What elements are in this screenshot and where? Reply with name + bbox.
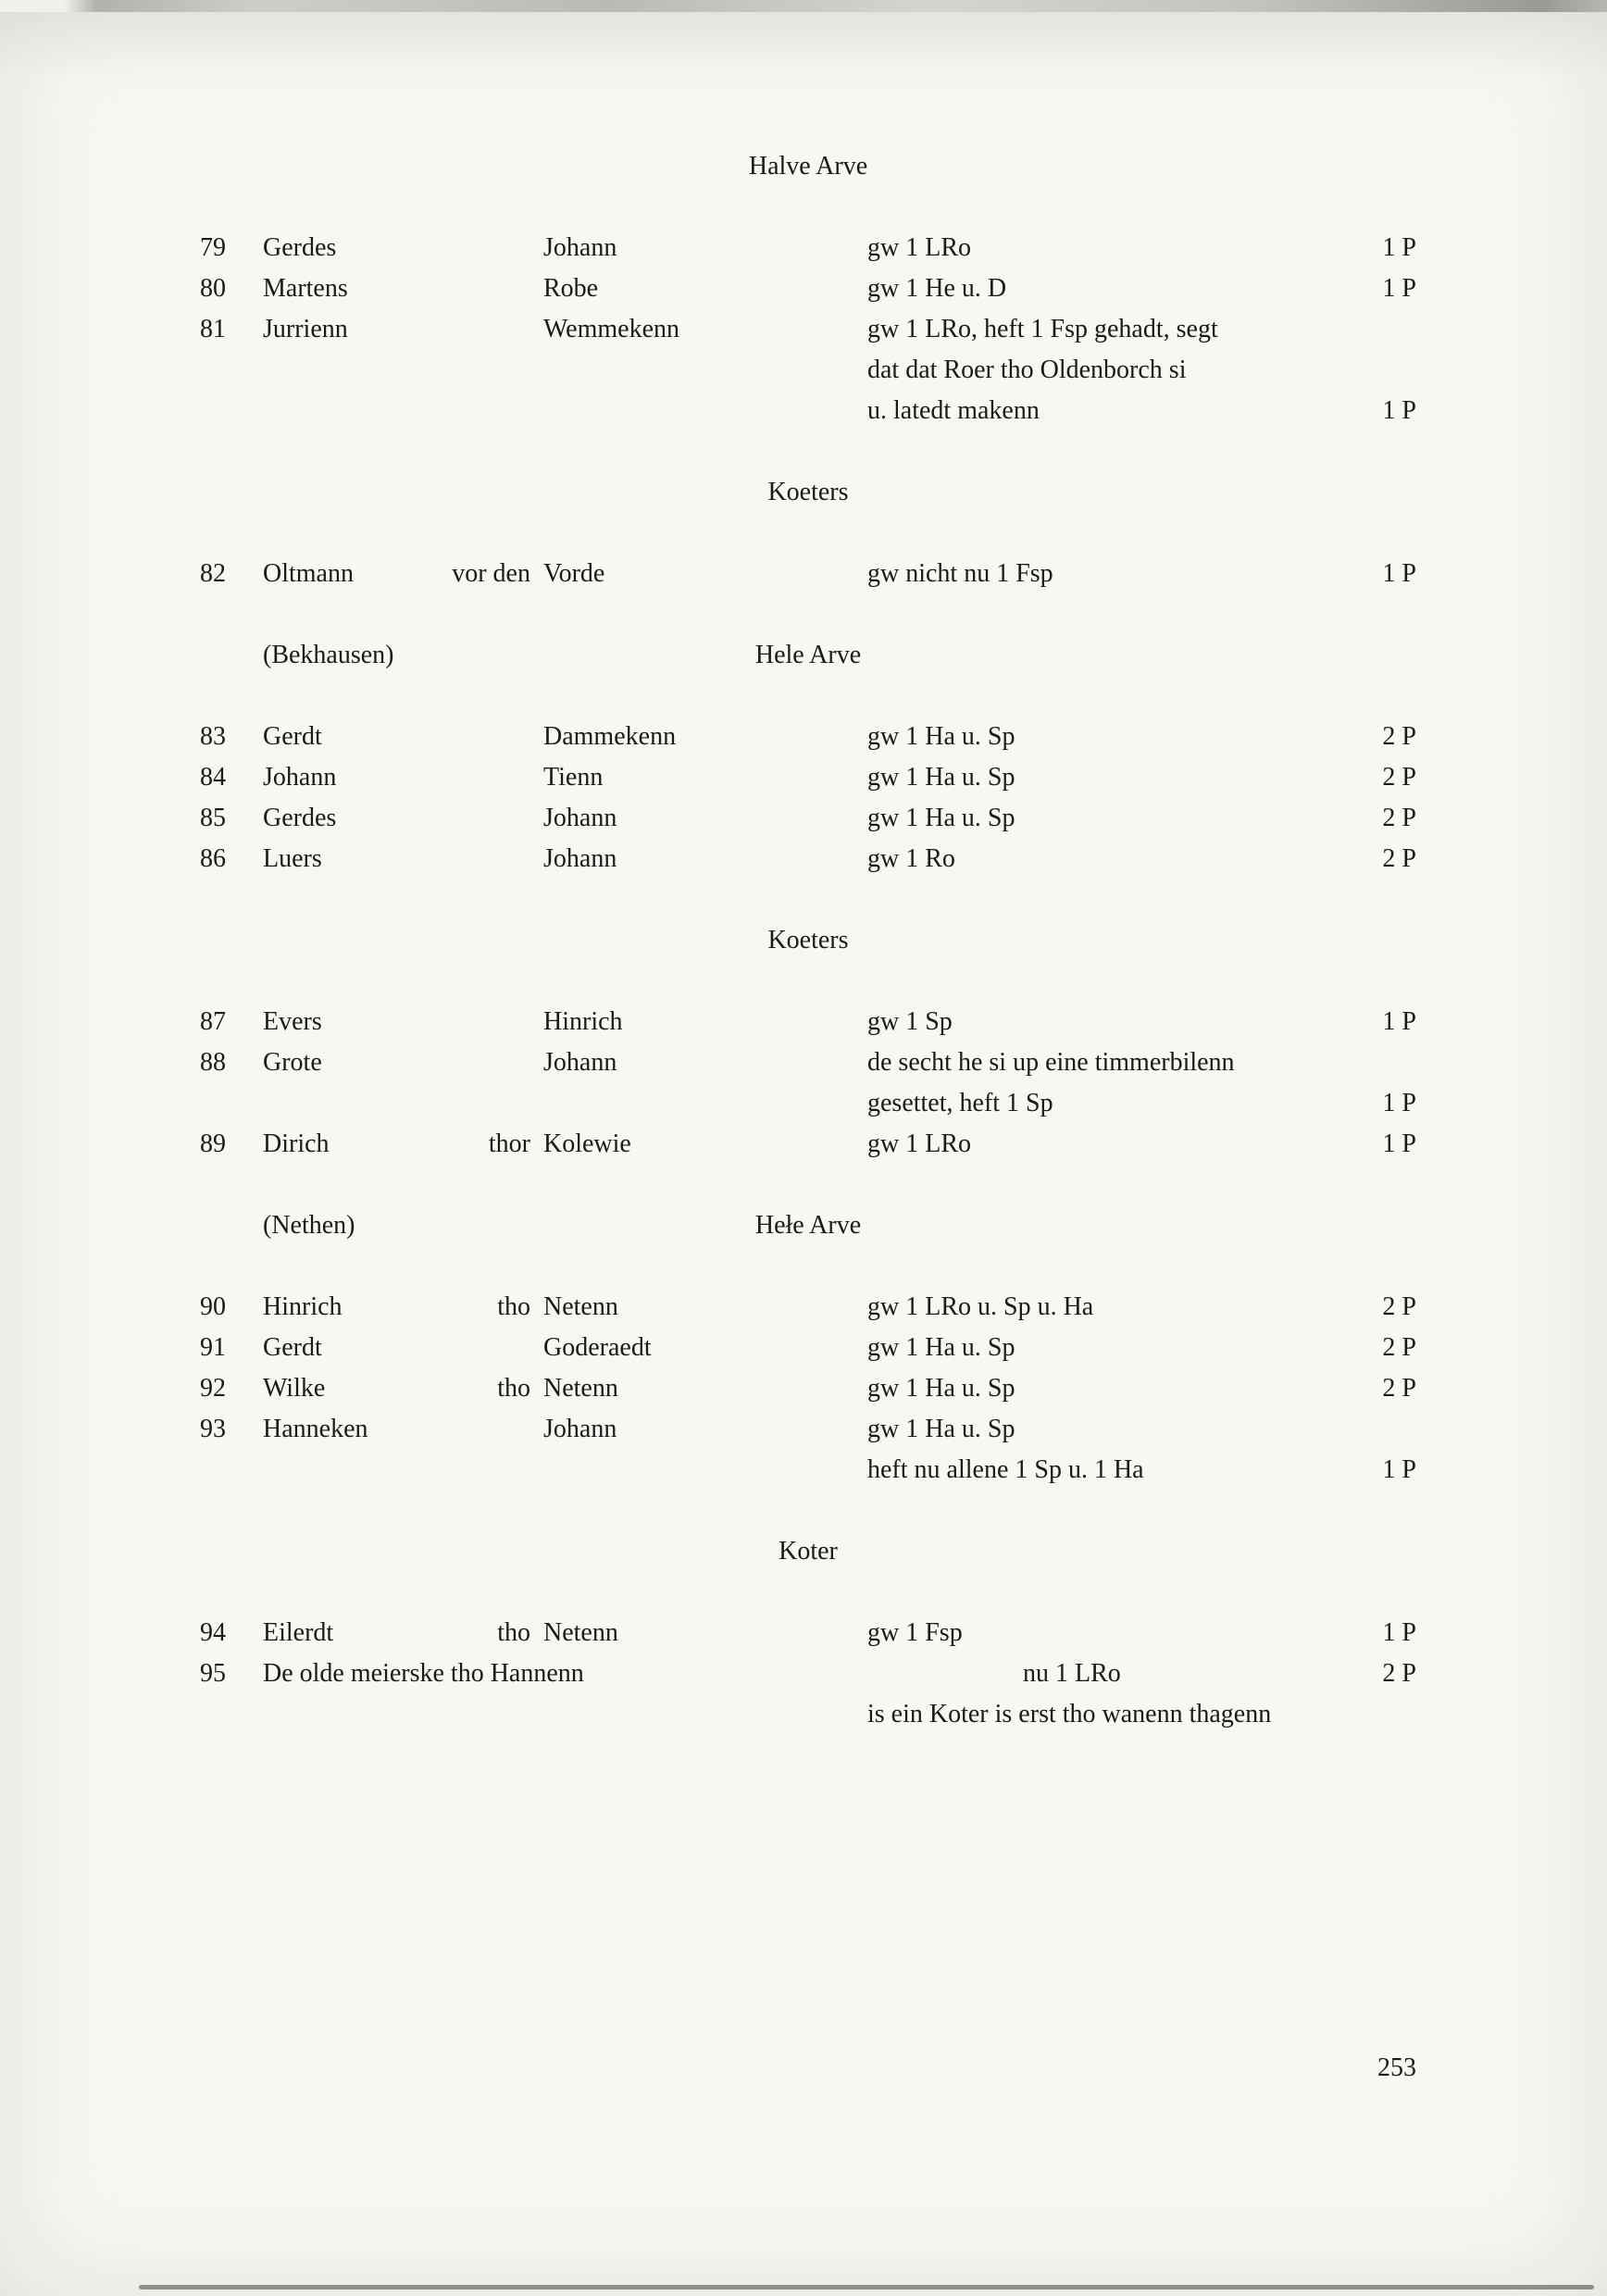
entry-forename: Robe [543, 274, 599, 303]
entry-surname: Hanneken [263, 1415, 368, 1443]
entry-description: gw 1 Ha u. Sp [867, 1374, 1015, 1403]
entry-name-spacer [543, 391, 867, 431]
entry-name-spacer [543, 1083, 867, 1124]
entry-line [200, 1409, 1416, 1450]
entry-points [1365, 1042, 1416, 1083]
entry-points [1365, 1409, 1416, 1450]
entry-surname: Eilerdt [263, 1618, 334, 1647]
entry-surname: Martens [263, 274, 348, 303]
section-heading: Koter [779, 1537, 838, 1566]
entry-surname: Gerdt [263, 1333, 322, 1362]
entry-points: 2 P [1382, 1292, 1416, 1321]
entry-description: dat dat Roer tho Oldenborch si [867, 356, 1187, 384]
section-heading: Koeters [767, 926, 849, 955]
entry-number: 92 [200, 1374, 226, 1403]
entry-description: gw 1 Ro [867, 844, 955, 873]
entry-description: gw 1 Ha u. Sp [867, 1333, 1015, 1362]
section-heading-row [200, 146, 1416, 187]
entry-surname: Grote [263, 1048, 322, 1077]
entry-forename: Wemmekenn [543, 315, 680, 343]
entry-surname: Johann [263, 763, 337, 792]
scan-edge-bottom [139, 2285, 1594, 2290]
entry-points: 1 P [1382, 1455, 1416, 1484]
entry-description: nu 1 LRo [1023, 1659, 1121, 1688]
entry-points [1365, 1694, 1416, 1735]
entry-name-group [263, 1328, 543, 1368]
entry-name-spacer [263, 1083, 543, 1124]
entry-description: gw 1 LRo u. Sp u. Ha [867, 1292, 1094, 1321]
entry-number: 91 [200, 1333, 226, 1362]
entry-number: 95 [200, 1659, 226, 1688]
section-heading: Koeters [767, 478, 849, 506]
entry-points: 2 P [1382, 763, 1416, 792]
entry-forename: Dammekenn [543, 722, 677, 751]
entry-description: gw 1 LRo [867, 233, 971, 262]
entry-name-spacer [543, 350, 867, 391]
entry-description: de secht he si up eine timmerbilenn [867, 1048, 1235, 1077]
entry-line [200, 717, 1416, 757]
entry-surname: Gerdt [263, 722, 322, 751]
entry-points: 1 P [1382, 274, 1416, 303]
entry-line [200, 228, 1416, 268]
entry-description: gw 1 He u. D [867, 274, 1007, 303]
section-2 [200, 472, 1416, 594]
entry-line [200, 798, 1416, 839]
entry-points [1365, 350, 1416, 391]
entry-number-spacer [200, 1450, 263, 1491]
entry-number: 82 [200, 559, 226, 588]
entry-surname: Gerdes [263, 233, 337, 262]
entry-points: 1 P [1382, 233, 1416, 262]
section-heading-row [200, 1205, 1416, 1246]
page-number: 253 [1377, 2053, 1416, 2082]
entry-surname: Jurrienn [263, 315, 348, 343]
entry-line [200, 1042, 1416, 1083]
entry-forename: Netenn [543, 1374, 618, 1403]
entry-preposition: tho [497, 1292, 530, 1321]
entry-number-spacer [200, 1083, 263, 1124]
entry-name-group [263, 798, 543, 839]
section-3 [200, 635, 1416, 880]
entry-number: 83 [200, 722, 226, 751]
entry-description: gw 1 Sp [867, 1007, 953, 1036]
entry-points: 2 P [1382, 722, 1416, 751]
entry-name-group [263, 268, 543, 309]
section-6 [200, 1531, 1416, 1735]
entry-name-spacer [263, 1694, 867, 1735]
entry-surname: Wilke [263, 1374, 326, 1403]
entry-forename: Kolewie [543, 1129, 631, 1158]
entry-description: gw 1 Ha u. Sp [867, 722, 1015, 751]
entry-points: 2 P [1382, 844, 1416, 873]
entry-points: 2 P [1382, 804, 1416, 832]
entry-preposition: tho [497, 1618, 530, 1647]
entry-surname: Gerdes [263, 804, 337, 832]
entry-name-group [263, 1368, 543, 1409]
entry-line [200, 1653, 1416, 1694]
entry-points: 1 P [1382, 1089, 1416, 1117]
section-heading: Halve Arve [748, 152, 868, 181]
entry-description: gesettet, heft 1 Sp [867, 1089, 1053, 1117]
entry-points: 2 P [1382, 1333, 1416, 1362]
entry-line [200, 554, 1416, 594]
entry-surname: Luers [263, 844, 322, 873]
entry-name-spacer [543, 1450, 867, 1491]
section-4 [200, 920, 1416, 1165]
entry-name: De olde meierske tho Hannenn [263, 1659, 584, 1688]
entry-name-group [263, 717, 543, 757]
entry-name-spacer [263, 391, 543, 431]
entry-line [200, 1694, 1416, 1735]
entry-number: 94 [200, 1618, 226, 1647]
entry-number: 80 [200, 274, 226, 303]
entry-description: gw 1 LRo, heft 1 Fsp gehadt, segt [867, 315, 1218, 343]
entry-line [200, 757, 1416, 798]
entry-forename: Johann [543, 804, 617, 832]
entry-description: gw nicht nu 1 Fsp [867, 559, 1053, 588]
entry-name-spacer [263, 350, 543, 391]
entry-surname: Hinrich [263, 1292, 343, 1321]
entry-description: gw 1 Fsp [867, 1618, 963, 1647]
entry-description: u. latedt makenn [867, 396, 1040, 425]
entry-name-spacer [263, 1450, 543, 1491]
entry-description: is ein Koter is erst tho wanenn thagenn [867, 1700, 1272, 1728]
entry-description: gw 1 Ha u. Sp [867, 804, 1015, 832]
entry-points: 1 P [1382, 396, 1416, 425]
entry-name-group [263, 1287, 543, 1328]
entry-line [200, 391, 1416, 431]
section-heading: Hele Arve [754, 641, 862, 669]
entry-surname: Evers [263, 1007, 322, 1036]
section-1 [200, 146, 1416, 431]
entry-line [200, 1083, 1416, 1124]
entry-number-spacer [200, 350, 263, 391]
entry-forename: Netenn [543, 1618, 618, 1647]
entry-line [200, 1328, 1416, 1368]
page-content [200, 0, 1416, 1735]
entry-line [200, 1287, 1416, 1328]
section-left-label: (Bekhausen) [263, 641, 394, 669]
section-heading-row [200, 920, 1416, 961]
entry-line [200, 1124, 1416, 1165]
entry-points [1365, 309, 1416, 350]
entry-forename: Tienn [543, 763, 604, 792]
entry-number: 88 [200, 1048, 226, 1077]
entry-line [200, 350, 1416, 391]
entry-name-group [263, 1002, 543, 1042]
entry-name-group [263, 839, 543, 880]
entry-forename: Johann [543, 1048, 617, 1077]
entry-description: gw 1 LRo [867, 1129, 971, 1158]
entry-name-group [263, 1613, 543, 1653]
entry-line [200, 1002, 1416, 1042]
entry-line [200, 268, 1416, 309]
entry-forename: Goderaedt [543, 1333, 652, 1362]
section-left-label: (Nethen) [263, 1211, 355, 1240]
entry-forename: Vorde [543, 559, 605, 588]
entry-forename: Netenn [543, 1292, 618, 1321]
entry-description: gw 1 Ha u. Sp [867, 1415, 1015, 1443]
entry-forename: Hinrich [543, 1007, 623, 1036]
entry-name-group [263, 1042, 543, 1083]
entry-forename: Johann [543, 844, 617, 873]
section-heading-row [200, 635, 1416, 676]
entry-points: 2 P [1382, 1659, 1416, 1688]
entry-name-group [263, 1124, 543, 1165]
entry-points: 1 P [1382, 1618, 1416, 1647]
entry-name-group [263, 228, 543, 268]
entry-number: 85 [200, 804, 226, 832]
entry-name-group [263, 309, 543, 350]
entry-number-spacer [200, 1694, 263, 1735]
section-heading: Hełe Arve [754, 1211, 862, 1240]
entry-number: 90 [200, 1292, 226, 1321]
entry-line [200, 1613, 1416, 1653]
entry-description: heft nu allene 1 Sp u. 1 Ha [867, 1455, 1144, 1484]
entry-points: 1 P [1382, 1007, 1416, 1036]
entry-forename: Johann [543, 1415, 617, 1443]
entry-name-group [263, 757, 543, 798]
entry-description: gw 1 Ha u. Sp [867, 763, 1015, 792]
entry-number-spacer [200, 391, 263, 431]
entry-line [200, 309, 1416, 350]
entry-name-group [263, 554, 543, 594]
entry-surname: Dirich [263, 1129, 330, 1158]
entry-line [200, 839, 1416, 880]
entry-preposition: thor [488, 1129, 530, 1158]
entry-number: 79 [200, 233, 226, 262]
entry-number: 89 [200, 1129, 226, 1158]
entry-number: 86 [200, 844, 226, 873]
entry-number: 84 [200, 763, 226, 792]
entry-number: 87 [200, 1007, 226, 1036]
section-heading-row [200, 1531, 1416, 1572]
entry-surname: Oltmann [263, 559, 354, 588]
entry-number: 93 [200, 1415, 226, 1443]
section-heading-row [200, 472, 1416, 513]
entry-preposition: vor den [452, 559, 530, 588]
entry-points: 2 P [1382, 1374, 1416, 1403]
entry-name-group [263, 1409, 543, 1450]
entry-line [200, 1450, 1416, 1491]
entry-points: 1 P [1382, 559, 1416, 588]
entry-points: 1 P [1382, 1129, 1416, 1158]
entry-number: 81 [200, 315, 226, 343]
entry-line [200, 1368, 1416, 1409]
entry-forename: Johann [543, 233, 617, 262]
entry-preposition: tho [497, 1374, 530, 1403]
section-5 [200, 1205, 1416, 1491]
